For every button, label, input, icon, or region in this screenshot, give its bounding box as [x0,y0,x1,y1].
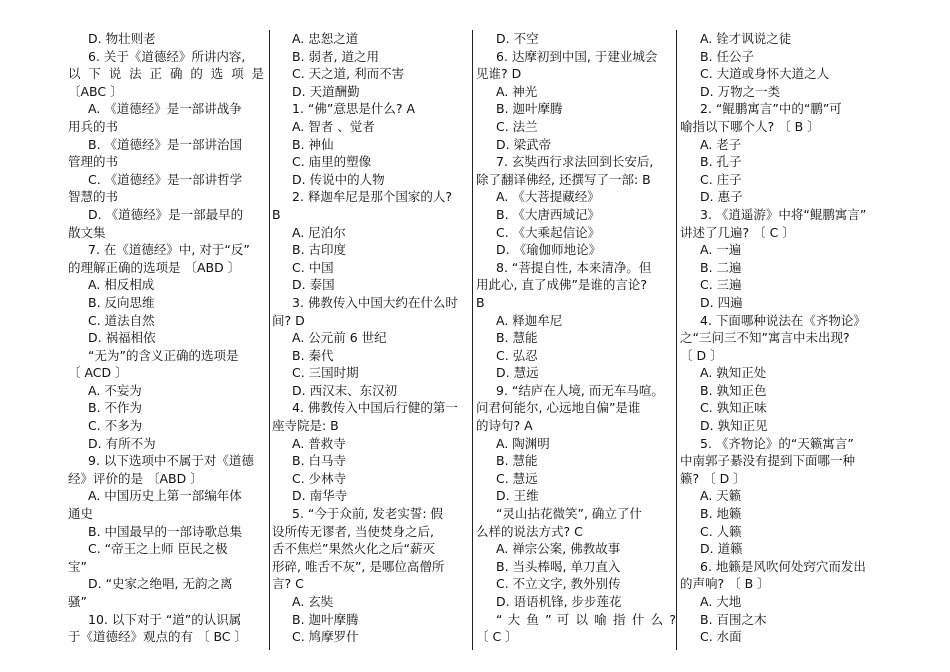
text-line: 籁? 〔 D 〕 [680,470,746,486]
text-line: D. 惠子 [700,189,743,205]
text-line: A. 孰知正处 [700,365,767,381]
text-line: A. 相反相成 [88,277,155,293]
text-line: A. 智者 、觉者 [292,118,375,134]
text-line: C. 天之道, 利而不害 [292,66,405,82]
text-line: D. “史家之绝唱, 无韵之离 [88,576,233,592]
text-line: 2. “鲲鹏寓言”中的“鹏”可 [700,101,842,117]
text-line: C. 不多为 [88,418,143,434]
text-line: 智慧的书 [68,189,119,205]
text-line: 喻指以下哪个人? 〔 B 〕 [680,118,820,134]
text-line: D. 慧远 [496,365,539,381]
text-line: D. 万物之一类 [700,83,781,99]
text-line: 于《道德经》观点的有 〔 BC 〕 [68,629,248,645]
text-column-2 [272,30,466,646]
text-column-3 [476,30,676,646]
text-line: 形碎, 唯舌不灰”, 是哪位高僧所 [272,558,445,574]
text-line: C. 不立文字, 教外别传 [496,576,621,592]
text-line: 见谁? D [476,66,522,82]
text-line: A. 中国历史上第一部编年体 [88,488,242,504]
text-line: C. 孰知正味 [700,400,767,416]
text-line: 讲述了几遍? 〔 C 〕 [680,224,795,240]
text-line: C. 鸠摩罗什 [292,629,359,645]
text-line: D. 《道德经》是一部最早的 [88,206,244,222]
text-line: B. 秦代 [292,347,334,363]
text-line: 〔 ACD 〕 [68,365,128,381]
text-line: 的理解正确的选项是 〔ABD 〕 [68,259,241,275]
text-line: B. 地籁 [700,506,742,522]
text-line: 4. 佛教传入中国后行健的第一 [292,400,458,416]
text-line: 通史 [68,506,94,522]
text-line: B. 孰知正色 [700,382,767,398]
text-line: 〔ABC 〕 [68,83,123,99]
text-line: 管理的书 [68,154,119,170]
text-line: A. 天籁 [700,488,742,504]
text-line: C. 弘忍 [496,347,538,363]
text-line: C. 法兰 [496,118,538,134]
text-line: C. 三遍 [700,277,742,293]
text-line: 的声响? 〔 B 〕 [680,576,770,592]
text-line: C. 三国时期 [292,365,359,381]
text-line: 5. “今于众前, 发老实誓: 假 [292,506,444,522]
text-line: A. 普救寺 [292,435,346,451]
text-line: 用此心, 直了成佛”是谁的言论? [476,277,648,293]
text-line: D. 南华寺 [292,488,348,504]
text-line: 6. 地籁是风吹何处窍穴而发出 [700,558,866,574]
column-divider [472,30,473,650]
text-line: 骚” [68,594,87,609]
text-line: D. 祸福相依 [88,330,156,346]
text-line: C. 水面 [700,629,742,645]
text-line: A. 不妄为 [88,382,142,398]
text-line: D. 孰知正见 [700,418,768,434]
text-line: 10. 以下对于 “道”的认识属 [88,611,242,627]
text-line: D. 天道酬勤 [292,83,360,99]
text-line: C. 中国 [292,259,334,275]
text-line: 的诗句? A [476,418,533,434]
text-line: “灵山拈花微笑”, 确立了什 [496,506,642,522]
text-line: B. 慧能 [496,453,538,469]
text-line: 6. 达摩初到中国, 于建业城会 [496,48,658,64]
text-line: 设所传无谬者, 当使焚身之后, [272,523,434,539]
text-line: B. 当头棒喝, 单刀直入 [496,558,621,574]
column-divider [676,30,677,650]
text-line: 言? C [272,576,304,592]
text-line: B. 神仙 [292,136,334,152]
text-line: B. 古印度 [292,242,347,258]
text-line: B [476,294,485,310]
text-column-1 [68,30,264,646]
text-line: D. 王维 [496,488,539,504]
text-line: D. 传说中的人物 [292,171,385,187]
text-line: A. 尼泊尔 [292,224,346,240]
text-line: B. 不作为 [88,400,143,416]
text-line: D. 梁武帝 [496,136,552,152]
text-line: 9. “结庐在人境, 而无车马喧。 [496,382,664,398]
text-line: B. 慧能 [496,330,538,346]
text-line: C. 庙里的塑像 [292,154,372,170]
text-line: D. 物壮则老 [88,31,156,46]
text-line: B. 任公子 [700,48,755,64]
text-line: A. 铨才讽说之徒 [700,31,792,46]
text-line: D. 不空 [496,31,539,46]
text-column-4 [680,30,868,646]
text-line: A. 老子 [700,136,742,152]
text-line: 宝” [68,558,87,574]
text-line: A. 玄奘 [292,594,334,609]
text-line: B. 二遍 [700,259,742,275]
text-line: C. 大道或身怀大道之人 [700,66,830,82]
column-divider [269,30,270,650]
text-line: 之“三问三不知”寓言中未出现? [680,330,850,346]
text-line: D. 语语机锋, 步步莲花 [496,594,622,609]
text-line: 5. 《齐物论》的“天籁寓言” [700,435,854,451]
text-line: B. 反向思维 [88,294,155,310]
text-line: 散文集 [68,224,106,240]
text-line: A. 公元前 6 世纪 [292,330,387,346]
text-line: C. “帝王之上师 臣民之极 [88,541,228,557]
text-line: 7. 在《道德经》中, 对于“反” [88,242,250,258]
text-line: A. 释迦牟尼 [496,312,563,328]
text-line: D. 西汉末、东汉初 [292,382,398,398]
text-line: 〔 D 〕 [680,347,723,363]
text-line: 9. 以下选项中不属于对《道德 [88,453,254,469]
text-line: 间? D [272,312,305,328]
text-line: A. 《大菩提藏经》 [496,189,600,205]
text-line: D. 《瑜伽师地论》 [496,242,602,258]
text-line: D. 道籁 [700,541,743,557]
text-line: 用兵的书 [68,118,119,134]
text-line: A. 《道德经》是一部讲战争 [88,101,242,117]
text-line: A. 神光 [496,83,538,99]
text-line: B. 孔子 [700,154,742,170]
text-line: B. 迦叶摩腾 [292,611,359,627]
text-line: B. 百围之木 [700,611,767,627]
text-line: 除了翻译佛经, 还撰写了一部: B [476,171,651,187]
text-line: 3. 《逍遥游》中将“鲲鹏寓言” [700,206,867,222]
text-line: 座寺院是: B [272,418,339,434]
text-line: C. 慧远 [496,470,538,486]
text-line: A. 陶渊明 [496,435,550,451]
text-line: B. 迦叶摩腾 [496,101,563,117]
text-line: 中南郭子綦没有提到下面哪一种 [680,453,856,469]
text-line: 问君何能尔, 心远地自偏”是谁 [476,400,641,416]
text-line: D. 有所不为 [88,435,156,451]
text-line: B. 弱者, 道之用 [292,48,379,64]
text-line: 4. 下面哪种说法在《齐物论》 [700,312,866,328]
text-line: 么样的说法方式? C [476,523,583,539]
text-line: 7. 玄奘西行求法回到长安后, [496,154,654,170]
text-line: D. 泰国 [292,277,335,293]
text-line: C. 人籁 [700,523,742,539]
text-line: C. 《大乘起信论》 [496,224,601,240]
text-line: A. 忠恕之道 [292,31,359,46]
text-line: B. 《道德经》是一部讲治国 [88,136,243,152]
text-line: A. 一遍 [700,242,742,258]
text-line: 6. 关于《道德经》所讲内容, [88,48,246,64]
text-line: 8. “菩提自性, 本来清净。但 [496,259,652,275]
text-line: A. 大地 [700,594,742,609]
text-line: 〔 C 〕 [476,629,518,645]
text-line: 3. 佛教传入中国大约在什么时 [292,294,458,310]
text-line: A. 禅宗公案, 佛教故事 [496,541,621,557]
text-line: C. 《道德经》是一部讲哲学 [88,171,243,187]
text-line: B [272,206,281,222]
text-line: B. 中国最早的一部诗歌总集 [88,523,243,539]
text-line: 经》评价的是 〔ABD 〕 [68,470,203,486]
text-line: 以 下 说 法 正 确 的 选 项 是 [68,66,264,82]
text-line: B. 《大唐西域记》 [496,206,601,222]
text-line: B. 白马寺 [292,453,347,469]
text-line: C. 少林寺 [292,470,347,486]
text-line: “无为”的含义正确的选项是 [88,347,239,363]
text-line: C. 庄子 [700,171,742,187]
text-line: 舌不焦烂”果然火化之后“薪灭 [272,541,435,557]
text-line: 1. “佛”意思是什么? A [292,101,416,117]
text-line: C. 道法自然 [88,312,155,328]
text-line: D. 四遍 [700,294,743,310]
text-line: 2. 释迦牟尼是那个国家的人? [292,189,453,205]
text-line: “ 大 鱼 ” 可 以 喻 指 什 么 ? [496,611,676,627]
